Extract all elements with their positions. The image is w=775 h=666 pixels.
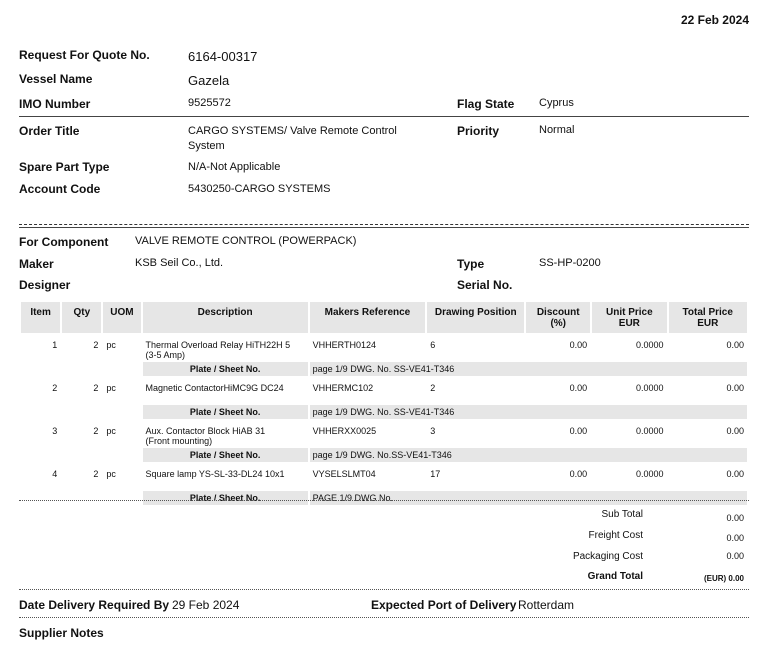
grand-total-currency: (EUR) (703, 574, 727, 583)
grand-total-value: (EUR) 0.00 (703, 574, 744, 583)
item-qty: 2 (93, 426, 99, 436)
item-description: Magnetic ContactorHiMC9G DC24 (145, 383, 284, 393)
item-total-price: 0.00 (726, 469, 744, 479)
maker-value: KSB Seil Co., Ltd. (135, 257, 224, 269)
col-drawing-position: Drawing Position (427, 302, 524, 333)
subtotal-value: 0.00 (726, 513, 744, 523)
packaging-value: 0.00 (726, 551, 744, 561)
item-total-price: 0.00 (726, 426, 744, 436)
item-discount: 0.00 (569, 340, 588, 350)
col-qty: Qty (62, 302, 101, 333)
item-qty: 2 (93, 340, 99, 350)
rfq-label: Request For Quote No. (19, 48, 150, 62)
item-discount: 0.00 (569, 426, 588, 436)
item-number: 1 (52, 340, 58, 350)
item-makers-reference: VHHERXX0025 (312, 426, 377, 436)
plate-value: PAGE 1/9 DWG No. (310, 491, 747, 505)
table-row (21, 376, 747, 405)
delivery-date-value: 29 Feb 2024 (172, 598, 240, 612)
component-value: VALVE REMOTE CONTROL (POWERPACK) (135, 235, 357, 247)
table-row (21, 333, 747, 362)
freight-label: Freight Cost (588, 530, 643, 541)
item-unit-price: 0.0000 (635, 383, 664, 393)
item-drawing-position: 17 (430, 469, 441, 479)
packaging-label: Packaging Cost (572, 551, 643, 562)
item-makers-reference: VHHERMC102 (312, 383, 374, 393)
plate-label: Plate / Sheet No. (143, 405, 308, 419)
item-uom: pc (106, 426, 116, 436)
item-unit-price: 0.0000 (635, 426, 664, 436)
col-description: Description (143, 302, 308, 333)
dotted-divider (19, 500, 749, 501)
plate-value: page 1/9 DWG. No.SS-VE41-T346 (310, 448, 747, 462)
item-drawing-position: 2 (430, 383, 436, 393)
item-description: Aux. Contactor Block HiAB 31 (Front mounting) (145, 426, 266, 446)
item-uom: pc (106, 469, 116, 479)
plate-label: Plate / Sheet No. (143, 362, 308, 376)
flag-value: Cyprus (539, 97, 574, 109)
rfq-value: 6164-00317 (188, 49, 258, 64)
col-discount: Discount (%) (526, 302, 590, 333)
item-uom: pc (106, 383, 116, 393)
item-description: Square lamp YS-SL-33-DL24 10x1 (145, 469, 285, 479)
order-title-line-1: CARGO SYSTEMS/ Valve Remote Control (188, 125, 397, 137)
item-drawing-position: 3 (430, 426, 436, 436)
vessel-label: Vessel Name (19, 72, 93, 86)
item-unit-price: 0.0000 (635, 340, 664, 350)
plate-row (21, 448, 747, 462)
account-code-label: Account Code (19, 182, 101, 196)
item-description: Thermal Overload Relay HiTH22H 5 (3-5 Amp) (145, 340, 291, 360)
item-number: 3 (52, 426, 58, 436)
table-row (21, 419, 747, 448)
order-title-label: Order Title (19, 124, 80, 138)
item-number: 4 (52, 469, 58, 479)
maker-label: Maker (19, 257, 54, 271)
dotted-divider (19, 589, 749, 590)
item-unit-price: 0.0000 (635, 469, 664, 479)
dashed-divider (19, 224, 749, 225)
item-qty: 2 (93, 383, 99, 393)
table-row (21, 462, 747, 491)
priority-label: Priority (457, 124, 500, 138)
priority-value: Normal (539, 124, 575, 136)
type-value: SS-HP-0200 (539, 257, 601, 269)
vessel-value: Gazela (188, 73, 230, 88)
item-makers-reference: VYSELSLMT04 (312, 469, 376, 479)
subtotal-label: Sub Total (601, 509, 643, 520)
spare-type-value: N/A-Not Applicable (188, 161, 281, 173)
item-discount: 0.00 (569, 469, 588, 479)
flag-label: Flag State (457, 97, 515, 111)
imo-label: IMO Number (19, 97, 91, 111)
plate-value: page 1/9 DWG. No. SS-VE41-T346 (310, 405, 747, 419)
col-uom: UOM (103, 302, 140, 333)
col-makers-reference: Makers Reference (310, 302, 426, 333)
plate-label: Plate / Sheet No. (143, 491, 308, 505)
grand-total-label: Grand Total (587, 571, 643, 582)
item-makers-reference: VHHERTH0124 (312, 340, 377, 350)
item-number: 2 (52, 383, 58, 393)
account-code-value: 5430250-CARGO SYSTEMS (188, 183, 331, 195)
divider-line (19, 227, 749, 228)
item-qty: 2 (93, 469, 99, 479)
spare-type-label: Spare Part Type (19, 160, 110, 174)
serial-label: Serial No. (457, 278, 513, 292)
item-total-price: 0.00 (726, 340, 744, 350)
dotted-divider (19, 617, 749, 618)
type-label: Type (457, 257, 485, 271)
item-discount: 0.00 (569, 383, 588, 393)
supplier-notes-label: Supplier Notes (19, 626, 104, 640)
col-unit-price: Unit Price EUR (592, 302, 666, 333)
plate-row (21, 405, 747, 419)
item-drawing-position: 6 (430, 340, 436, 350)
col-total-price: Total Price EUR (669, 302, 748, 333)
divider-line (19, 116, 749, 117)
document-date: 22 Feb 2024 (680, 13, 749, 27)
port-label: Expected Port of Delivery (371, 598, 517, 612)
items-table (19, 302, 749, 505)
port-value: Rotterdam (518, 598, 575, 612)
plate-row (21, 491, 747, 505)
table-header-row (21, 302, 747, 333)
imo-value: 9525572 (188, 97, 231, 109)
component-label: For Component (19, 235, 109, 249)
freight-value: 0.00 (726, 533, 744, 543)
item-uom: pc (106, 340, 116, 350)
order-title-line-2: System (188, 140, 225, 152)
delivery-date-label: Date Delivery Required By (19, 598, 170, 612)
plate-label: Plate / Sheet No. (143, 448, 308, 462)
item-total-price: 0.00 (726, 383, 744, 393)
plate-value: page 1/9 DWG. No. SS-VE41-T346 (310, 362, 747, 376)
plate-row (21, 362, 747, 376)
col-item: Item (21, 302, 60, 333)
designer-label: Designer (19, 278, 71, 292)
